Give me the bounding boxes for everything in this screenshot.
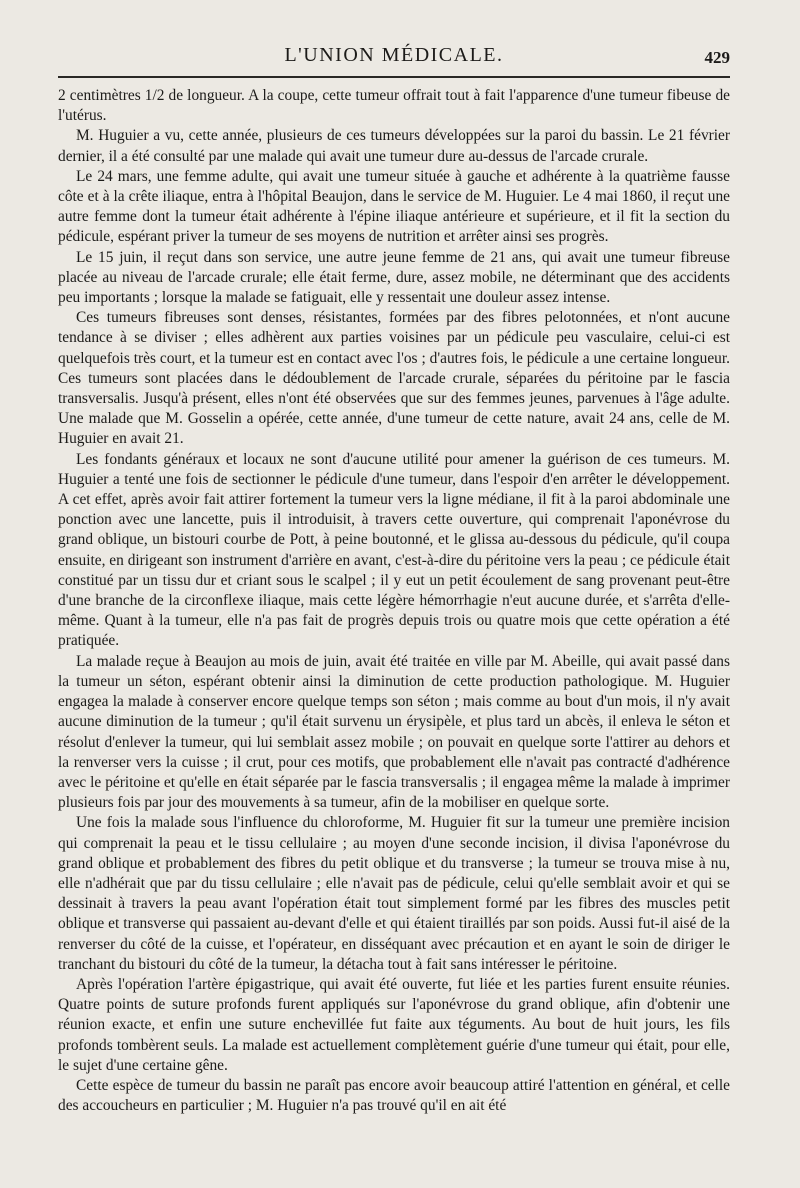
journal-title: L'UNION MÉDICALE. — [284, 44, 504, 66]
page-number: 429 — [704, 48, 730, 67]
running-head — [58, 34, 730, 76]
paragraph: Le 24 mars, une femme adulte, qui avait une tumeur située à gauche et adhérente à la quatrième fausse côte et à la crête iliaque, entra à l'hôpital Beaujon, dans le service de M. Huguier. Le 4 mai 1860, il reçut une autre femme dont la tumeur était adhérente à l'épine iliaque antérieure et supérieure, et il fit la section du pédicule, espérant priver la tumeur de ses moyens de nutrition et arrêter ainsi ses progrès. — [58, 167, 730, 246]
paragraph: M. Huguier a vu, cette année, plusieurs de ces tumeurs développées sur la paroi du bassin. Le 21 février dernier, il a été consulté par une malade qui avait une tumeur dure au-dessus de l'arcade crurale. — [58, 127, 730, 165]
paragraph: Cette espèce de tumeur du bassin ne paraît pas encore avoir beaucoup attiré l'attention en général, et celle des accoucheurs en particulier ; M. Huguier n'a pas trouvé qu'il en ait été — [58, 1076, 730, 1115]
paragraph: Les fondants généraux et locaux ne sont d'aucune utilité pour amener la guérison de ces tumeurs. M. Huguier a tenté une fois de sectionner le pédicule d'une tumeur, dans l'espoir d'en arrêter le développement. A cet effet, après avoir fait attirer fortement la tumeur vers la ligne médiane, il fit à la paroi abdominale une ponction avec une lancette, puis il introduisit, à travers cette ouverture, qui comprenait l'aponévrose du grand oblique, un bistouri courbe de Pott, à peine boutonné, et le glissa au-dessous du pédicule, qu'il coupa ensuite, en dirigeant son instrument d'arrière en avant, c'est-à-dire du péritoine vers la peau ; ce pédicule était constitué par un tissu dur et criant sous le scalpel ; il y eut un petit écoulement de sang provenant peut-être d'une branche de la circonflexe iliaque, mais cette légère hémorrhagie n'eut aucune durée, et s'arrêta d'elle-même. Quant à la tumeur, elle n'a pas fait de progrès depuis trois ou quatre mois que cette opération a été pratiquée. — [58, 450, 730, 650]
article-body — [58, 86, 730, 1116]
paragraph: Une fois la malade sous l'influence du chloroforme, M. Huguier fit sur la tumeur une première incision qui comprenait la peau et le tissu cellulaire ; au moyen d'une seconde incision, il divisa l'aponévrose du grand oblique et probablement des fibres du petit oblique et du transverse ; la tumeur se trouva mise à nu, elle n'adhérait que par du tissu cellulaire ; elle n'avait pas de pédicule, celui qu'elle semblait avoir et qui se dessinait à travers la peau avant l'opération était tout simplement formé par les fibres des muscles petit oblique et transverse qui passaient au-devant d'elle et qui étaient tiraillés par son poids. Aussi fut-il aisé de la renverser du côté de la cuisse, et l'opérateur, en disséquant avec précaution et en ayant le soin de diriger le tranchant du bistouri du côté de la tumeur, la détacha tout à fait sans intéresser le péritoine. — [58, 814, 730, 973]
paragraph: Après l'opération l'artère épigastrique, qui avait été ouverte, fut liée et les parties furent ensuite réunies. Quatre points de suture profonds furent appliqués sur l'aponévrose du grand oblique, afin d'obtenir une réunion exacte, et enfin une suture enchevillée fut faite aux téguments. Au bout de huit jours, les fils profonds tombèrent seuls. La malade est actuellement complètement guérie d'une tumeur qui était, pour elle, le sujet d'une certaine gêne. — [58, 975, 730, 1074]
paragraph: La malade reçue à Beaujon au mois de juin, avait été traitée en ville par M. Abeille, qui avait passé dans la tumeur un séton, espérant obtenir ainsi la diminution de cette production pathologique. M. Huguier engagea la malade à conserver encore quelque temps son séton ; mais comme au bout d'un mois, il n'y avait aucune diminution de la tumeur ; qu'il était survenu un érysipèle, et plus tard un abcès, il enleva le séton et résolut d'enlever la tumeur, qui lui semblait assez mobile ; on pouvait en quelque sorte l'attirer au dehors et la renverser vers la cuisse ; il crut, pour ces motifs, que probablement elle n'avait pas contracté d'adhérence avec le péritoine et qu'elle en était séparée par le fascia transversalis ; il engagea même la malade à imprimer plusieurs fois par jour des mouvements à sa tumeur, afin de la mobiliser en quelque sorte. — [58, 652, 730, 812]
paragraph: Le 15 juin, il reçut dans son service, une autre jeune femme de 21 ans, qui avait une tumeur fibreuse placée au niveau de l'arcade crurale; elle était ferme, dure, assez mobile, ne déterminant que des accidents peu importants ; lorsque la malade se fatiguait, elle y ressentait une douleur assez intense. — [58, 248, 730, 307]
paragraph: Ces tumeurs fibreuses sont denses, résistantes, formées par des fibres pelotonnées, et n'ont aucune tendance à se diviser ; elles adhèrent aux parties voisines par un pédicule peu vasculaire, celui-ci est quelquefois très court, et la tumeur est en contact avec l'os ; d'autres fois, le pédicule a une certaine longueur. Ces tumeurs sont placées dans le dédoublement de l'arcade crurale, séparées du péritoine par le fascia transversalis. Jusqu'à présent, elles n'ont été observées que sur des femmes jeunes, parvenues à l'âge adulte. Une malade que M. Gosselin a opérée, cette année, d'une tumeur de cette nature, avait 24 ans, celle de M. Huguier en avait 21. — [58, 309, 730, 448]
header-rule — [58, 76, 730, 78]
paragraph: 2 centimètres 1/2 de longueur. A la coupe, cette tumeur offrait tout à fait l'apparence d'une tumeur fibeuse de l'utérus. — [58, 87, 730, 125]
